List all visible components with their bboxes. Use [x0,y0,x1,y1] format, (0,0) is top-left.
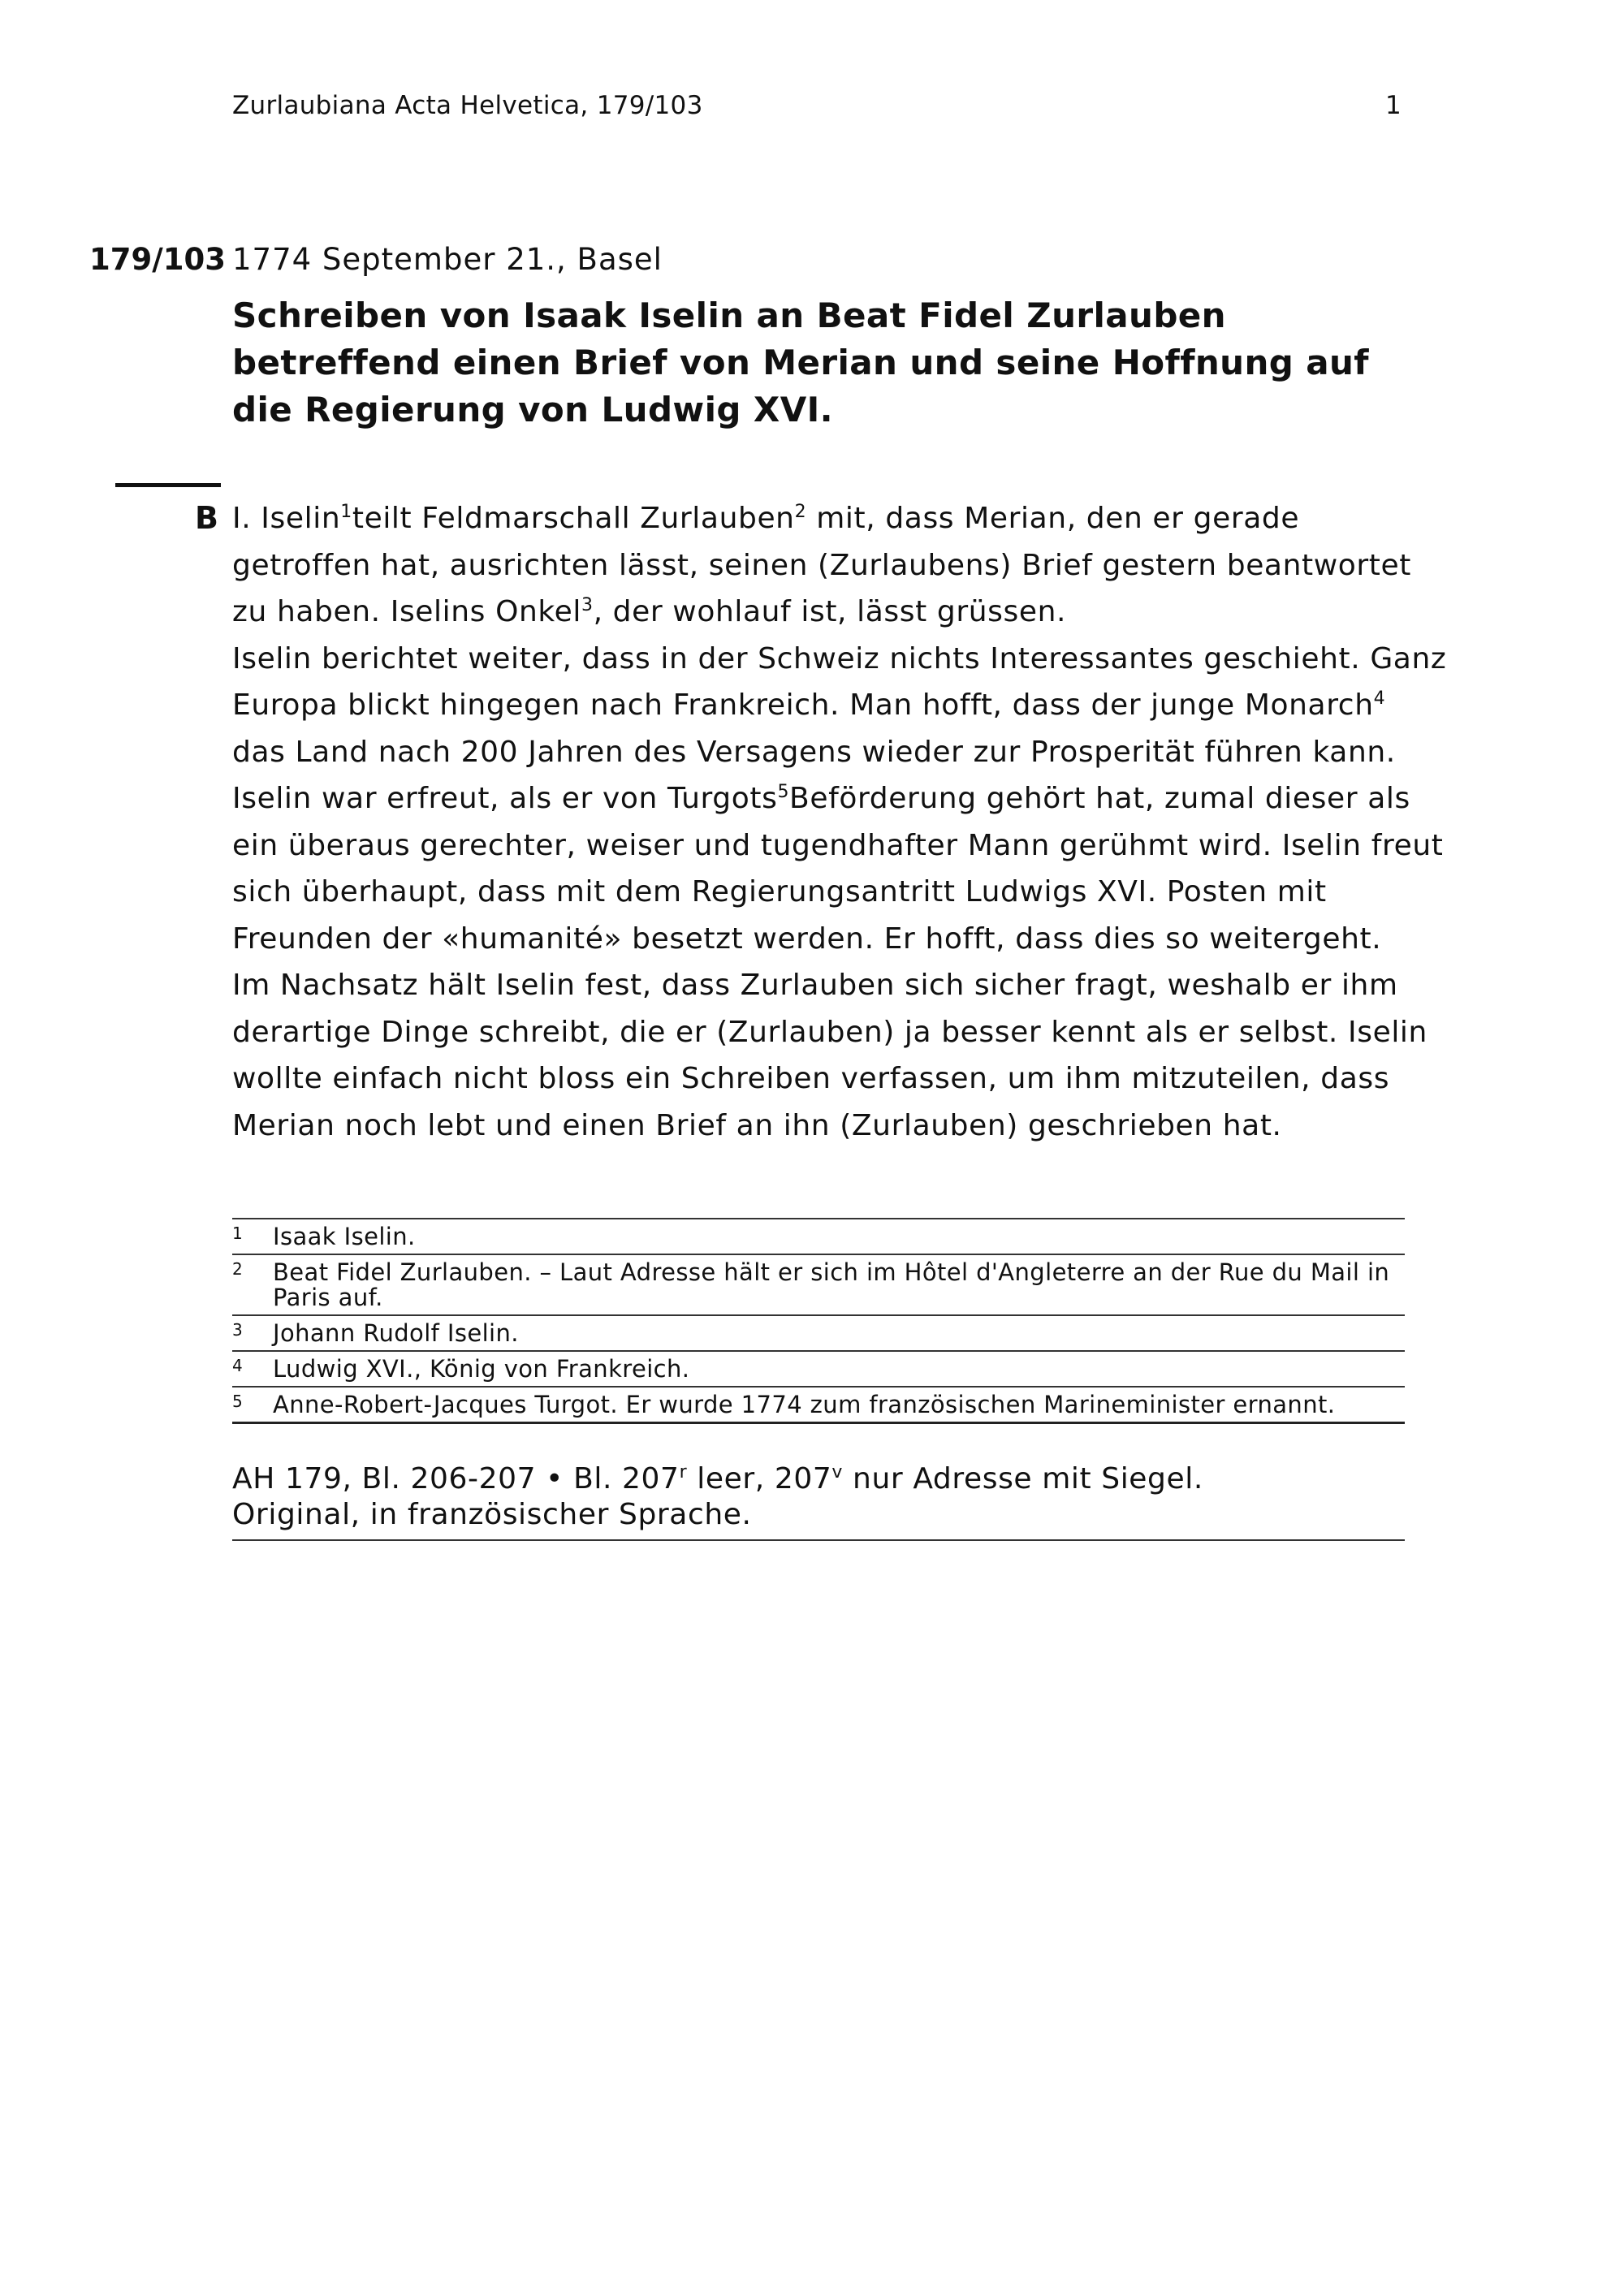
abstract-marker: B [195,500,218,536]
footnote-ref-5: 5 [777,782,790,802]
footnote-number: 4 [232,1356,244,1375]
abstract-line: Im Nachsatz hält Iselin fest, dass Zurlauben sich sicher fragt, weshalb er ihm [232,969,1398,1002]
header-title: Zurlaubiana Acta Helvetica, 179/103 [232,91,703,120]
footnote-5 [232,1388,1405,1424]
footnote-ref-3: 3 [581,595,594,615]
entry-title: Schreiben von Isaak Iselin an Beat Fidel Zurlauben betreffend einen Brief von Merian und seine Hoffnung auf die Regierung von Ludwig XVI. [232,296,1369,429]
footnote-1 [232,1219,1405,1255]
footnote-number: 2 [232,1259,244,1279]
source-reference [232,1461,1405,1541]
entry-date-place: 1774 September 21., Basel [232,242,663,277]
footnote-ref-2: 2 [794,502,807,522]
footnote-3 [232,1316,1405,1352]
abstract-line: Merian noch lebt und einen Brief an ihn (Zurlauben) geschrieben hat. [232,1108,1282,1142]
footnote-number: 5 [232,1392,244,1411]
abstract-text [232,495,1447,1149]
abstract-line: zu haben. Iselins Onkel$^3$, der wohlauf ist, lässt grüssen. [232,595,1067,628]
page-number: 1 [1384,91,1402,120]
footnote-4 [232,1352,1405,1388]
abstract-line: derartige Dinge schreibt, die er (Zurlauben) ja besser kennt als er selbst. Iselin [232,1015,1427,1049]
footnote-text: Ludwig XVI., König von Frankreich. [273,1355,690,1383]
footnote-text: Johann Rudolf Iselin. [273,1319,519,1347]
source-line: AH 179, Bl. 206-207 • Bl. 207$^r$ leer, 207$^v$ nur Adresse mit Siegel. [232,1462,1203,1495]
source-line: Original, in französischer Sprache. [232,1498,752,1531]
footnote-ref-1: 1 [340,502,352,522]
footnote-number: 1 [232,1224,244,1243]
abstract-line: Europa blickt hingegen nach Frankreich. Man hofft, dass der junge Monarch$^4$ [232,688,1386,722]
footnote-text: Beat Fidel Zurlauben. – Laut Adresse hält er sich im Hôtel d'Angleterre an der Rue du Mail in Paris auf. [273,1258,1390,1311]
footnote-2 [232,1255,1405,1316]
running-header [232,91,1402,132]
abstract-line: wollte einfach nicht bloss ein Schreiben verfassen, um ihm mitzuteilen, dass [232,1062,1390,1095]
footnote-text: Anne-Robert-Jacques Turgot. Er wurde 1774 zum französischen Marineminister ernannt. [273,1391,1336,1418]
abstract-line: sich überhaupt, dass mit dem Regierungsantritt Ludwigs XVI. Posten mit [232,875,1327,908]
abstract-line: das Land nach 200 Jahren des Versagens wieder zur Prosperität führen kann. [232,735,1396,769]
footnote-number: 3 [232,1320,244,1340]
footnote-text: Isaak Iselin. [273,1223,416,1250]
abstract-line: I. Iselin$^1$teilt Feldmarschall Zurlauben$^2$ mit, dass Merian, den er gerade [232,502,1300,535]
abstract-line: Iselin war erfreut, als er von Turgots$^5$Beförderung gehört hat, zumal dieser als [232,782,1410,815]
abstract-line: ein überaus gerechter, weiser und tugendhafter Mann gerühmt wird. Iselin freut [232,828,1444,862]
entry-number: 179/103 [89,242,226,277]
abstract-line: getroffen hat, ausrichten lässt, seinen (Zurlaubens) Brief gestern beantwortet [232,548,1411,582]
footnote-ref-4: 4 [1373,688,1386,709]
abstract-line: Iselin berichtet weiter, dass in der Schweiz nichts Interessantes geschieht. Ganz [232,641,1447,675]
footnotes [232,1218,1405,1424]
title-divider [115,483,221,487]
abstract-line: Freunden der «humanité» besetzt werden. Er hofft, dass dies so weitergeht. [232,921,1382,956]
